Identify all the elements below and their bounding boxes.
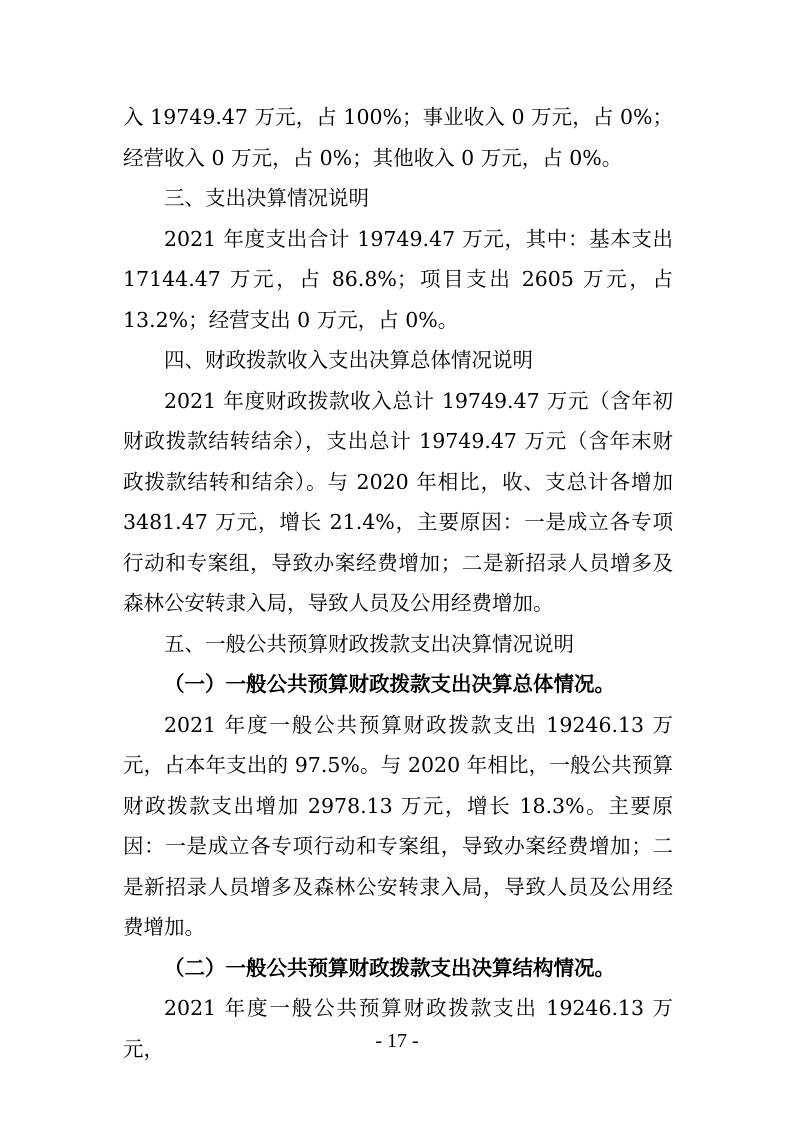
subsection-heading-overall: （一）一般公共预算财政拨款支出决算总体情况。	[164, 672, 615, 696]
paragraph-expenditure-summary: 2021 年度支出合计 19749.47 万元，其中：基本支出 17144.47 万元，占 86.8%；项目支出 2605 万元，占 13.2%；经营支出 0 万元，占 0%。	[123, 226, 673, 332]
paragraph-income-continuation: 入 19749.47 万元，占 100%；事业收入 0 万元，占 0%；经营收入 0 万元，占 0%；其他收入 0 万元，占 0%。	[123, 105, 673, 170]
section-heading-general-budget: 五、一般公共预算财政拨款支出决算情况说明	[164, 631, 574, 656]
document-body	[123, 97, 673, 1069]
subsection-heading-structure: （二）一般公共预算财政拨款支出决算结构情况。	[164, 955, 615, 980]
section-heading-fiscal-appropriation: 四、财政拨款收入支出决算总体情况说明	[164, 348, 533, 372]
paragraph-general-budget-overall: 2021 年度一般公共预算财政拨款支出 19246.13 万元，占本年支出的 97.5%。与 2020 年相比，一般公共预算财政拨款支出增加 2978.13 万元，增长 18.3%。主要原因：一是成立各专项行动和专案组，导致办案经费增加；二是新招录人员增多及森林公安转隶入局，导致人员及公用经费增加。	[123, 712, 673, 939]
page-number: - 17 -	[375, 1030, 419, 1052]
paragraph-general-budget-structure: 2021 年度一般公共预算财政拨款支出 19246.13 万元，	[123, 996, 673, 1061]
paragraph-fiscal-appropriation: 2021 年度财政拨款收入总计 19749.47 万元（含年初财政拨款结转结余），支出总计 19749.47 万元（含年末财政拨款结转和结余）。与 2020 年相比，收、支总计各增加 3481.47 万元，增长 21.4%，主要原因：一是成立各专项行动和专案组，导致办案经费增加；二是新招录人员增多及森林公安转隶入局，导致人员及公用经费增加。	[123, 388, 673, 615]
section-heading-expenditure: 三、支出决算情况说明	[164, 186, 369, 210]
